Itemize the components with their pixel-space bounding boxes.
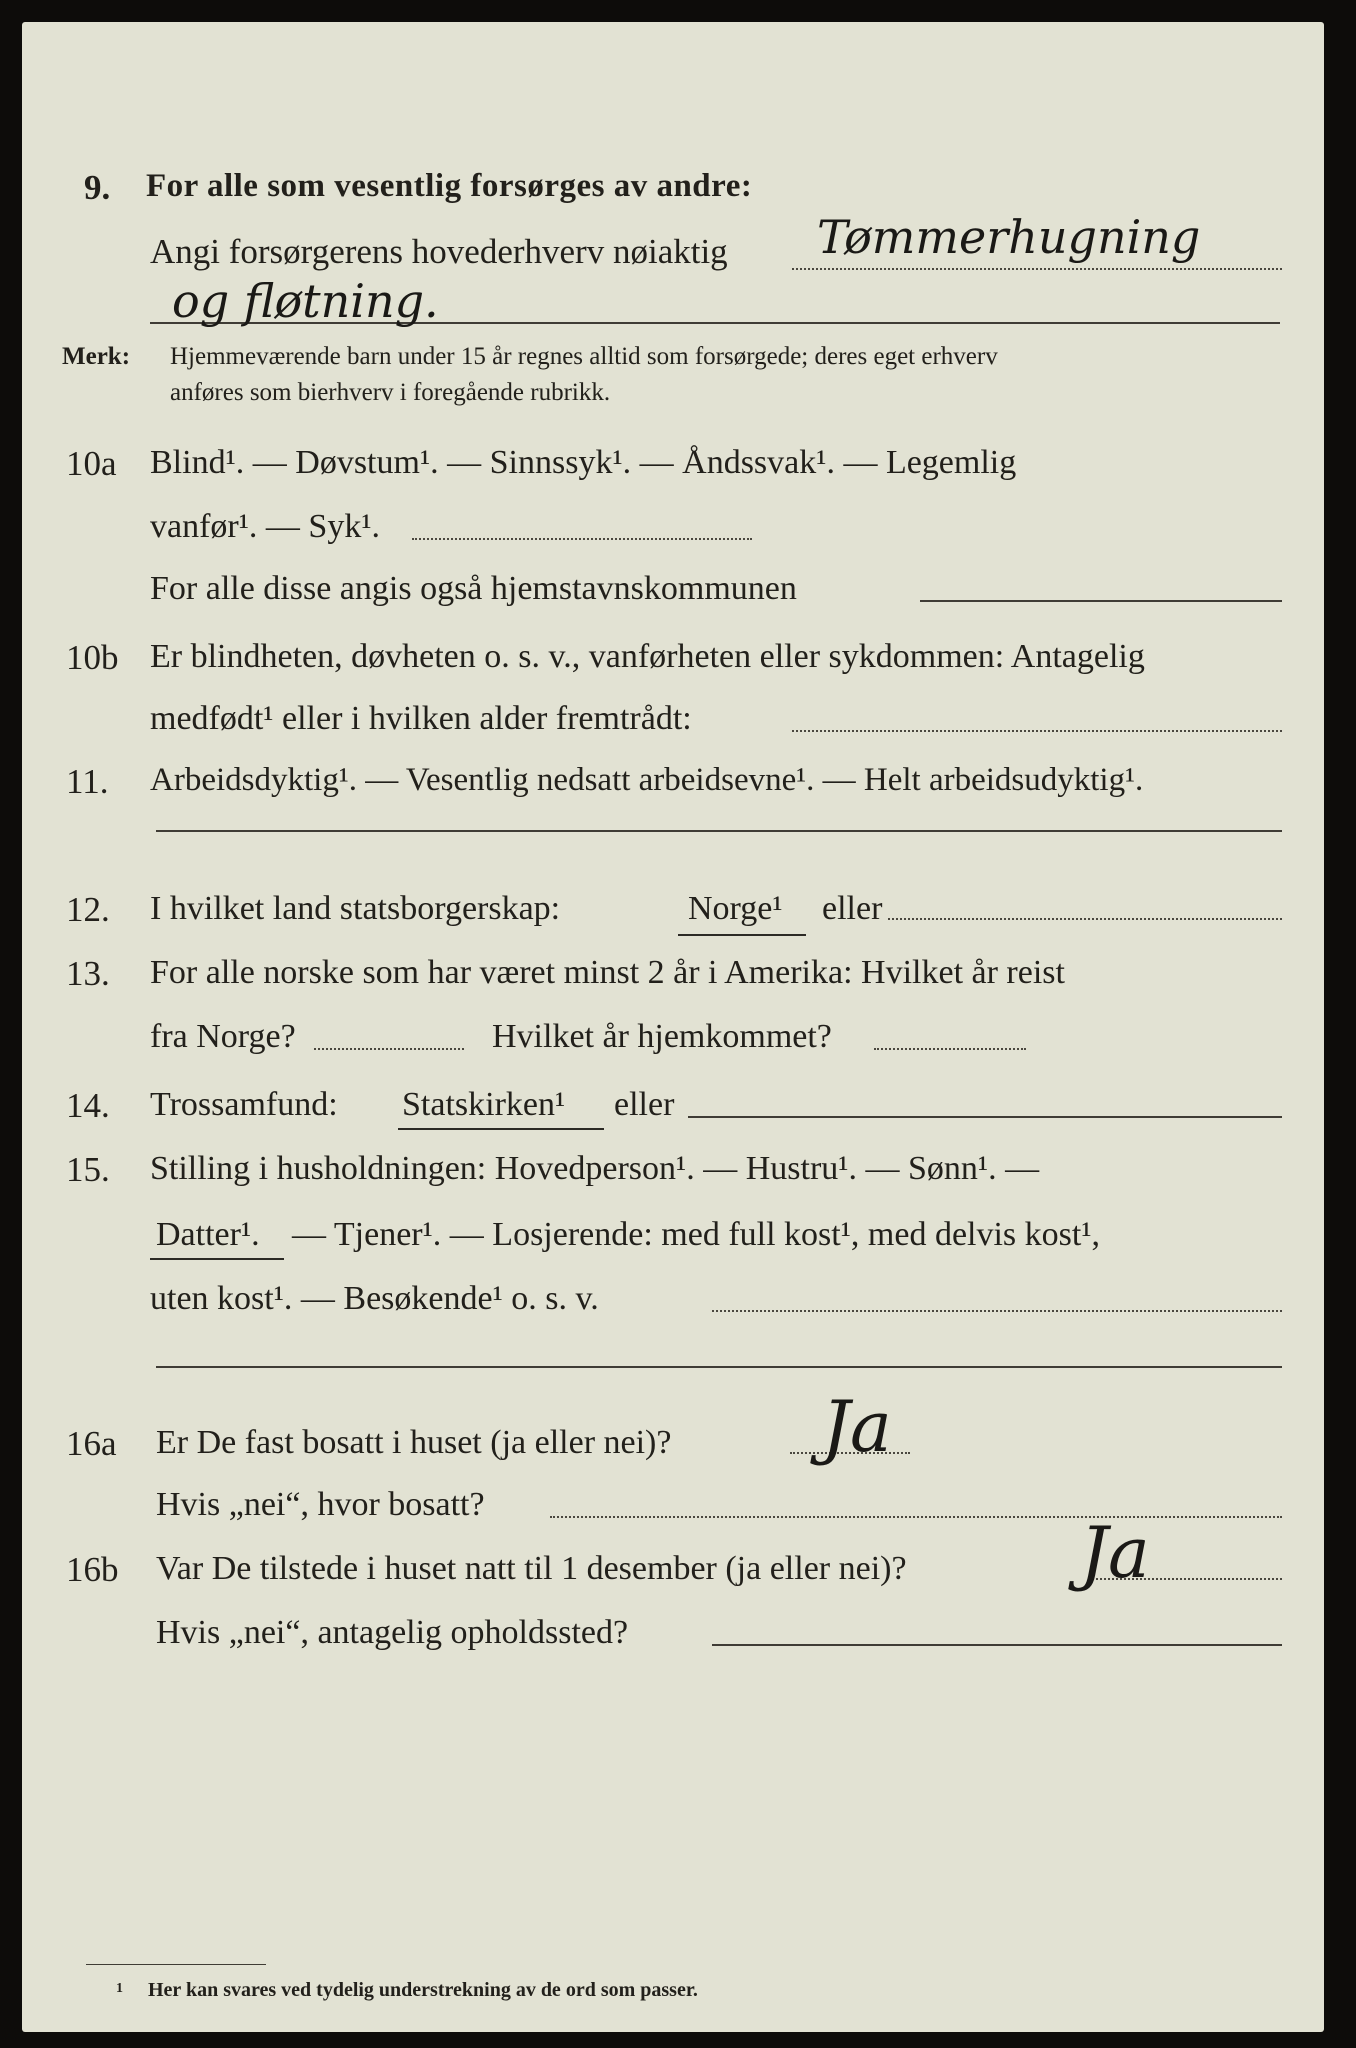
q10b-line-1: Er blindheten, døvheten o. s. v., vanførheten eller sykdommen: Antagelig: [150, 638, 1145, 675]
q16b-opholdssted-line[interactable]: [712, 1644, 1282, 1646]
q10a-line-1: Blind¹. — Døvstum¹. — Sinnssyk¹. — Åndssvak¹. — Legemlig: [150, 444, 1017, 481]
q12-number: 12.: [66, 890, 110, 929]
q10a-number: 10a: [66, 444, 117, 483]
q16a-handwritten-answer: Ja: [822, 1386, 892, 1468]
merk-line-1: Hjemmeværende barn under 15 år regnes alltid som forsørgede; deres eget erhverv: [170, 343, 998, 370]
q9-handwritten-answer-2: og fløtning.: [172, 274, 439, 328]
q11-number: 11.: [66, 762, 109, 801]
q14-underline-statskirken: [398, 1128, 604, 1130]
q16a-bosatt-line[interactable]: [550, 1516, 1282, 1518]
q9-handwritten-answer-1: Tømmerhugning: [817, 210, 1201, 264]
q11-line-1: Arbeidsdyktig¹. — Vesentlig nedsatt arbeidsevne¹. — Helt arbeidsudyktig¹.: [150, 762, 1144, 798]
q12-option-norge[interactable]: Norge¹: [688, 890, 783, 927]
census-form-page: [22, 22, 1324, 2032]
q16b-handwritten-answer: Ja: [1080, 1512, 1150, 1594]
q15-line-2b: — Tjener¹. — Losjerende: med full kost¹, med delvis kost¹,: [292, 1216, 1101, 1253]
q15-underline-datter: [150, 1258, 284, 1260]
q15-option-datter[interactable]: Datter¹.: [156, 1216, 260, 1253]
q13-number: 13.: [66, 954, 110, 993]
footnote-rule: [86, 1964, 266, 1965]
q14-suffix: eller: [614, 1086, 675, 1123]
q13-hjemkommet-line[interactable]: [874, 1048, 1026, 1050]
q12-underline-norge: [678, 934, 806, 936]
q16b-number: 16b: [66, 1550, 119, 1589]
q10a-hjemstavn-line[interactable]: [920, 600, 1282, 602]
q11-answer-line[interactable]: [156, 830, 1282, 832]
q15-number: 15.: [66, 1150, 110, 1189]
q14-answer-line[interactable]: [688, 1116, 1282, 1118]
q16b-line-2: Hvis „nei“, antagelig opholdssted?: [156, 1614, 629, 1651]
q9-prompt: Angi forsørgerens hovederhverv nøiaktig: [150, 232, 728, 271]
footnote-mark: 1: [116, 1981, 123, 1996]
q10b-line-2: medfødt¹ eller i hvilken alder fremtrådt:: [150, 700, 692, 737]
footnote-text: Her kan svares ved tydelig understrekning av de ord som passer.: [148, 1979, 698, 2001]
q15-answer-line-2[interactable]: [156, 1366, 1282, 1368]
q10a-line-2: vanfør¹. — Syk¹.: [150, 508, 381, 545]
q12-suffix: eller: [822, 890, 883, 927]
q9-title: For alle som vesentlig forsørges av andre:: [146, 168, 753, 204]
q12-prefix: I hvilket land statsborgerskap:: [150, 890, 561, 927]
q9-answer-line-1[interactable]: [792, 268, 1282, 270]
q13-line-2b: Hvilket år hjemkommet?: [492, 1018, 832, 1055]
merk-line-2: anføres som bierhverv i foregående rubrikk.: [170, 379, 611, 406]
q13-line-2a: fra Norge?: [150, 1018, 296, 1055]
q14-prefix: Trossamfund:: [150, 1086, 338, 1123]
q10a-line-3: For alle disse angis også hjemstavnskommunen: [150, 570, 797, 607]
q15-line-1: Stilling i husholdningen: Hovedperson¹. — Hustru¹. — Sønn¹. —: [150, 1150, 1040, 1187]
q15-line-3: uten kost¹. — Besøkende¹ o. s. v.: [150, 1280, 599, 1317]
q12-answer-line[interactable]: [888, 918, 1282, 920]
merk-label: Merk:: [62, 343, 131, 370]
q16a-line-1: Er De fast bosatt i huset (ja eller nei)?: [156, 1424, 672, 1461]
q16b-line-1: Var De tilstede i huset natt til 1 desember (ja eller nei)?: [156, 1550, 907, 1587]
q16a-line-2: Hvis „nei“, hvor bosatt?: [156, 1486, 485, 1523]
q14-option-statskirken[interactable]: Statskirken¹: [402, 1086, 566, 1123]
q10b-answer-line[interactable]: [792, 730, 1282, 732]
q10b-number: 10b: [66, 638, 119, 677]
q14-number: 14.: [66, 1086, 110, 1125]
q9-number: 9.: [84, 168, 111, 207]
q15-answer-line[interactable]: [712, 1310, 1282, 1312]
q10a-answer-line[interactable]: [412, 538, 752, 540]
q13-line-1: For alle norske som har været minst 2 år i Amerika: Hvilket år reist: [150, 954, 1065, 991]
q13-reist-line[interactable]: [314, 1048, 464, 1050]
q16a-number: 16a: [66, 1424, 117, 1463]
